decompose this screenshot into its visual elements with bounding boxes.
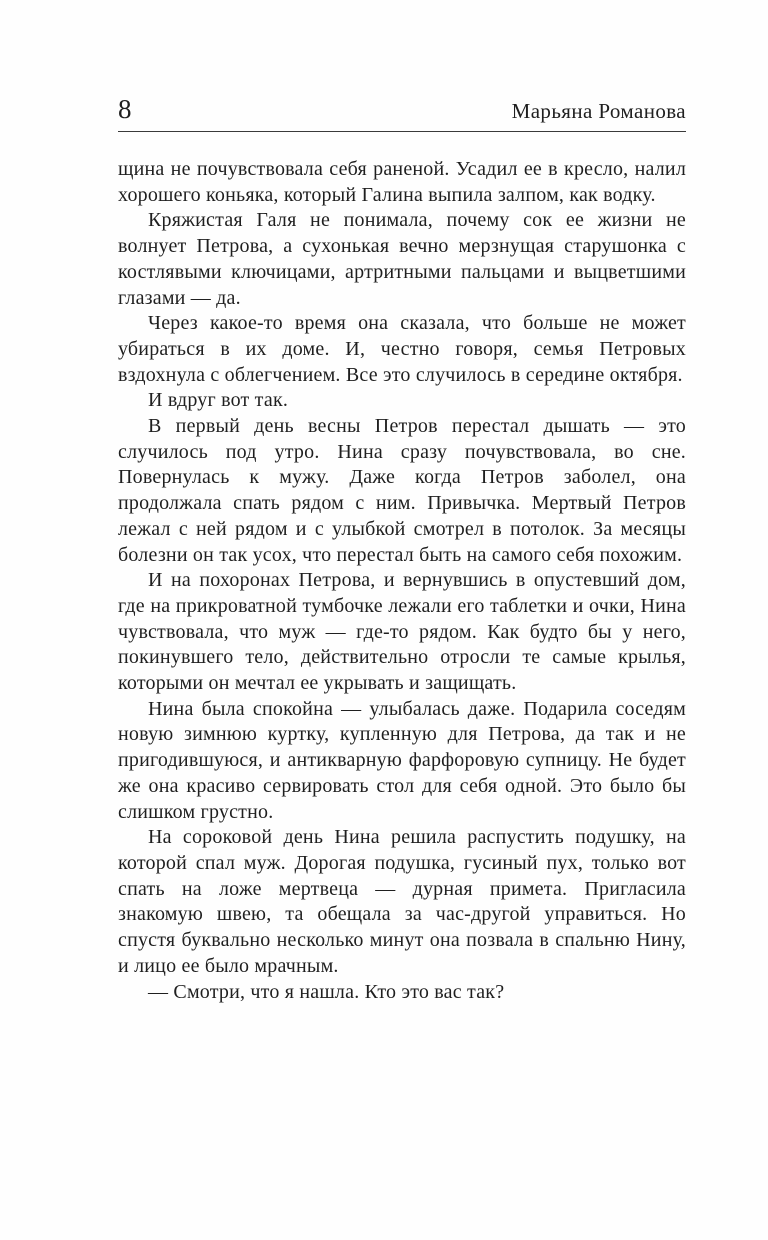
paragraph: — Смотри, что я нашла. Кто это вас так? bbox=[148, 980, 505, 1003]
page-header bbox=[118, 96, 686, 124]
page-number: 8 bbox=[118, 94, 132, 124]
page-body bbox=[118, 157, 686, 1005]
header-divider bbox=[118, 131, 686, 132]
paragraph: В первый день весны Петров перестал дышать — это случилось под утро. Нина сразу почувствовала, во сне. Повернулась к мужу. Даже когда Петров заболел, она продолжала спать рядом с ним. Привычка. Мертвый Петров лежал с ней рядом и с улыбкой смотрел в потолок. За месяцы болезни он так усох, что перестал быть на самого себя похожим. bbox=[118, 415, 686, 566]
paragraph: На сороковой день Нина решила распустить подушку, на которой спал муж. Дорогая подушка, гусиный пух, только вот спать на ложе мертвеца — дурная примета. Пригласила знакомую швею, та обещала за час-другой управиться. Но спустя буквально несколько минут она позвала в спальню Нину, и лицо ее было мрачным. bbox=[118, 826, 686, 977]
paragraph: Кряжистая Галя не понимала, почему сок ее жизни не волнует Петрова, а сухонькая вечно мерзнущая старушонка с костлявыми ключицами, артритными пальцами и выцветшими глазами — да. bbox=[118, 209, 686, 309]
running-title: Марьяна Романова bbox=[511, 99, 686, 123]
paragraph: щина не почувствовала себя раненой. Усадил ее в кресло, налил хорошего коньяка, который Галина выпила залпом, как водку. bbox=[118, 158, 686, 206]
paragraph: Через какое-то время она сказала, что больше не может убираться в их доме. И, честно говоря, семья Петровых вздохнула с облегчением. Все это случилось в середине октября. bbox=[118, 312, 686, 386]
paragraph: Нина была спокойна — улыбалась даже. Подарила соседям новую зимнюю куртку, купленную для Петрова, да так и не пригодившуюся, и антикварную фарфоровую супницу. Не будет же она красиво сервировать стол для себя одной. Это было бы слишком грустно. bbox=[118, 697, 686, 823]
paragraph: И вдруг вот так. bbox=[148, 389, 289, 412]
paragraph: И на похоронах Петрова, и вернувшись в опустевший дом, где на прикроватной тумбочке лежали его таблетки и очки, Нина чувствовала, что муж — где-то рядом. Как будто бы у него, покинувшего тело, действительно отросли те самые крылья, которыми он мечтал ее укрывать и защищать. bbox=[118, 569, 686, 695]
